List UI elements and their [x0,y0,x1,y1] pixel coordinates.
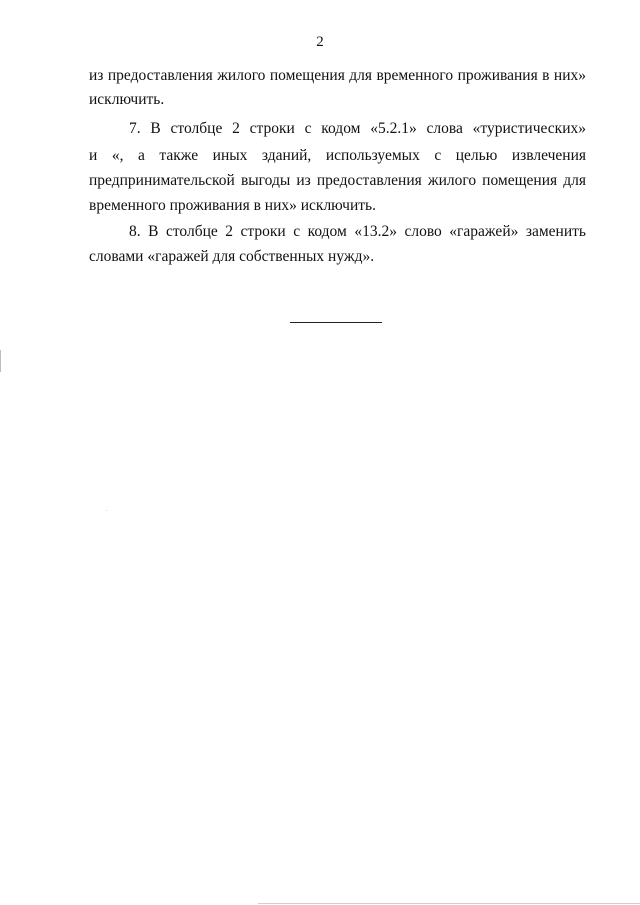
text-line: исключить. [89,91,165,108]
text-line: предпринимательской выгоды из предоставления жилого помещения для [89,172,586,189]
scan-dust-mark [106,510,107,511]
scan-bottom-edge [258,903,640,904]
paragraph-8-first-line: 8. В столбце 2 строки с кодом «13.2» слово «гаражей» заменить [129,223,586,240]
text-line: словами «гаражей для собственных нужд». [89,248,375,265]
text-line: временного проживания в них» исключить. [89,197,376,214]
paragraph-7-first-line: 7. В столбце 2 строки с кодом «5.2.1» слова «туристических» [129,120,586,137]
page-number: 2 [316,34,324,50]
scan-edge-mark [0,350,1,372]
end-separator-line [290,322,382,323]
text-line: из предоставления жилого помещения для временного проживания в них» [89,67,586,84]
text-line: и «, а также иных зданий, используемых с целью извлечения [89,147,586,164]
